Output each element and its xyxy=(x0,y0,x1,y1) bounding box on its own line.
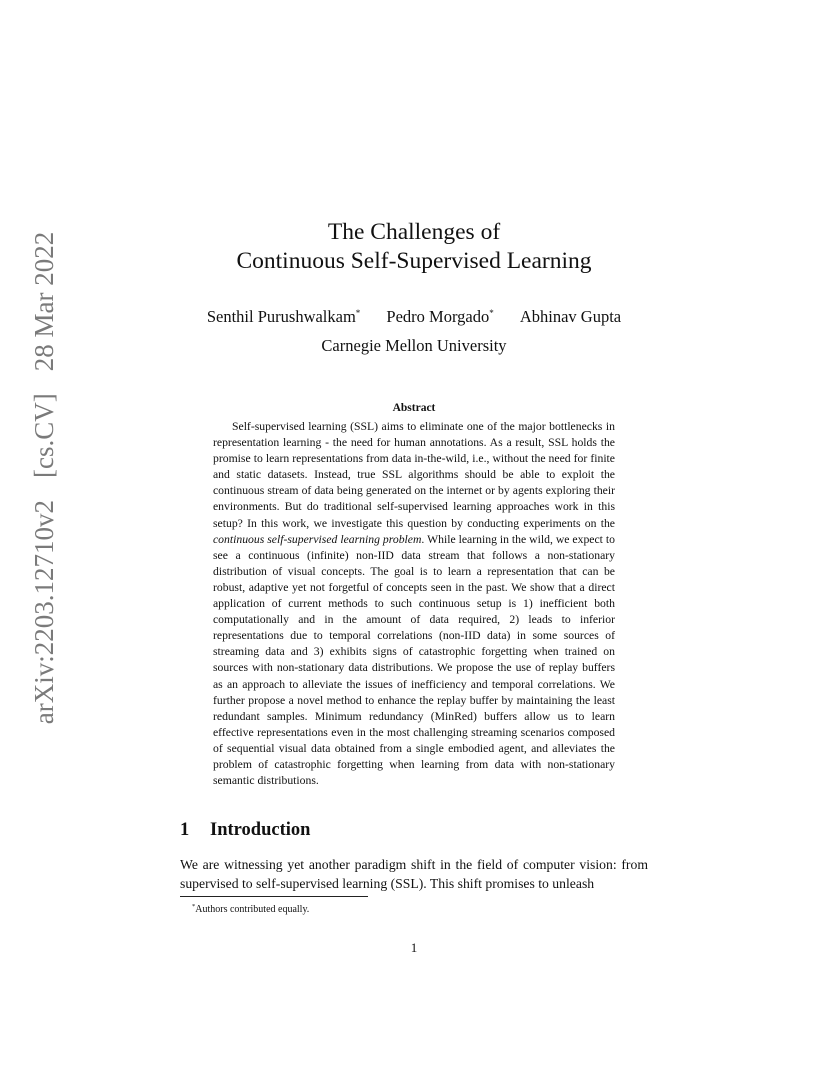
author-name: Pedro Morgado xyxy=(386,307,490,326)
equal-contribution-mark: * xyxy=(489,308,494,318)
footnote-text: Authors contributed equally. xyxy=(195,904,310,915)
introduction-body xyxy=(180,855,648,893)
paper-title-line-2: Continuous Self-Supervised Learning xyxy=(236,248,592,274)
footnote xyxy=(192,900,309,916)
arxiv-category: [cs.CV] xyxy=(29,393,59,478)
paper-title-line-1: The Challenges of xyxy=(327,219,501,245)
author-2 xyxy=(386,303,493,327)
section-number: 1 xyxy=(180,820,190,840)
introduction-paragraph: We are witnessing yet another paradigm shift in the field of computer vision: from supervised to self-supervised learning (SSL). This shift promises to unleash xyxy=(180,857,648,891)
abstract-paragraph xyxy=(213,419,615,789)
arxiv-id: arXiv:2203.12710v2 xyxy=(29,500,59,725)
section-title: Introduction xyxy=(210,820,311,840)
footnote-mark: * xyxy=(192,903,196,910)
arxiv-date: 28 Mar 2022 xyxy=(29,231,59,372)
footnote-rule xyxy=(180,896,368,897)
abstract-body xyxy=(213,419,615,789)
abstract-heading: Abstract xyxy=(392,402,436,414)
author-name: Abhinav Gupta xyxy=(519,307,622,326)
section-heading-introduction xyxy=(180,820,310,841)
page-number: 1 xyxy=(410,940,418,955)
author-list xyxy=(100,303,728,327)
abstract-text-end: . While learning in the wild, we expect to see a continuous (infinite) non-IID data stream that follows a non-stationary distribution of visual concepts. The goal is to learn a representation that can be robust, adaptive yet not forgetful of concepts seen in the past. We show that a direct application of current methods to such continuous setup is 1) inefficient both computationally and in the amount of data required, 2) leads to inferior representations due to temporal correlations (non-IID data) in some sources of streaming data and 3) exhibits signs of catastrophic forgetting when trained on sources with non-stationary data distributions. We propose the use of replay buffers as an approach to alleviate the issues of inefficiency and temporal correlations. We further propose a novel method to enhance the replay buffer by maintaining the least redundant samples. Minimum redundancy (MinRed) buffers allow us to learn effective representations even in the most challenging streaming scenarios composed of sequential visual data obtained from a single embodied agent, and alleviates the problem of catastrophic forgetting when learning from data with non-stationary semantic distributions. xyxy=(213,532,615,788)
author-1 xyxy=(207,303,360,327)
paper-title xyxy=(100,218,728,276)
arxiv-identifier-stamp xyxy=(27,178,61,778)
equal-contribution-mark: * xyxy=(355,308,361,318)
author-name: Senthil Purushwalkam xyxy=(206,307,356,326)
abstract-italic-term: continuous self-supervised learning problem xyxy=(213,532,422,546)
abstract-text-start: Self-supervised learning (SSL) aims to eliminate one of the major bottlenecks in representation learning - the need for human annotations. As a result, SSL holds the promise to learn representations from data in-the-wild, i.e., without the need for finite and static datasets. Instead, true SSL algorithms should be able to exploit the continuous stream of data being generated on the internet or by agents exploring their environments. But do traditional self-supervised learning approaches work in this setup? In this work, we investigate this question by conducting experiments on the xyxy=(213,420,615,530)
author-3 xyxy=(520,303,621,327)
affiliation: Carnegie Mellon University xyxy=(321,336,507,355)
